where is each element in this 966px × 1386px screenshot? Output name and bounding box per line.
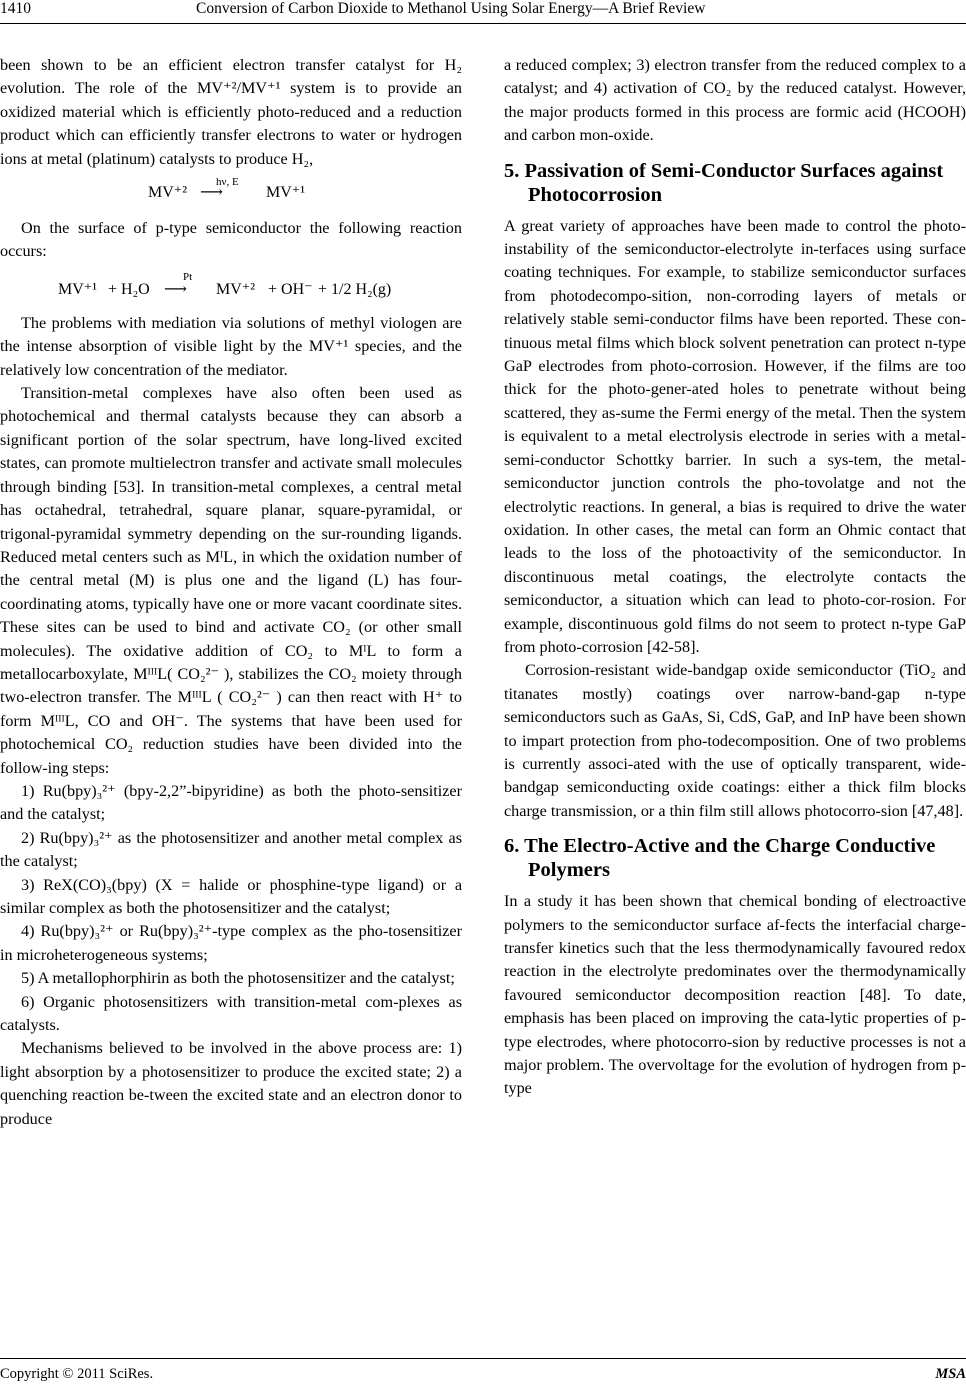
eq2-arrow-label: Pt	[183, 270, 193, 283]
eq1-arrow-label: hν, E	[216, 176, 239, 189]
eq2-term-5: + 1/2 H₂(g)	[318, 280, 392, 298]
journal-abbrev: MSA	[935, 1366, 966, 1382]
step-1: 1) Ru(bpy)₃²⁺ (bpy-2,2”-bipyridine) as both the photo-sensitizer and the catalyst;	[0, 781, 462, 824]
section-5-heading: 5. Passivation of Semi-Conductor Surfaces against Photocorrosion	[504, 159, 944, 206]
eq2-term-1: MV⁺¹	[58, 280, 98, 298]
page-number: 1410	[0, 0, 31, 17]
right-paragraph-4: In a study it has been shown that chemical bonding of electroactive polymers to the semiconductor surface af-fects the interfacial charge-transfer kinetics such that the less thermodynamically favoured redox reaction in the electrolyte predominates over the thermodynamically favoured semiconductor decomposition reaction [48]. To date, emphasis has been placed on improving the cata-lytic properties of p-type electrodes, where photocorro-sion by reductive processes is not a major problem. The overvoltage for the evolution of hydrogen from p-type	[504, 892, 966, 1098]
left-paragraph-2: On the surface of p-type semiconductor the following reaction occurs:	[0, 219, 462, 261]
step-6: 6) Organic photosensitizers with transition-metal com-plexes as catalysts.	[0, 992, 462, 1035]
left-paragraph-3: The problems with mediation via solutions of methyl viologen are the intense absorption of visible light by the MV⁺¹ species, and the relatively low concentration of the mediator.	[0, 313, 462, 379]
left-paragraph-5: Mechanisms believed to be involved in the above process are: 1) light absorption by a photosensitizer to produce the excited state; 2) a quenching reaction be-tween the excited state and an electron donor to produce	[0, 1039, 462, 1128]
running-title: Conversion of Carbon Dioxide to Methanol Using Solar Energy—A Brief Review	[196, 0, 706, 17]
eq2-term-2: + H₂O	[108, 280, 150, 298]
eq2-term-4: + OH⁻	[268, 280, 313, 298]
step-3: 3) ReX(CO)₃(bpy) (X = halide or phosphine-type ligand) or a similar complex as both the photosensitizer and the catalyst;	[0, 875, 462, 917]
equation-2	[0, 264, 462, 312]
eq2-term-3: MV⁺²	[216, 280, 256, 298]
section-6-heading: 6. The Electro-Active and the Charge Conductive Polymers	[504, 835, 936, 882]
header-rule	[0, 23, 966, 24]
step-5: 5) A metallophorphirin as both the photosensitizer and the catalyst;	[21, 969, 455, 988]
step-2: 2) Ru(bpy)₃²⁺ as the photosensitizer and another metal complex as the catalyst;	[0, 828, 462, 871]
equation-1	[0, 171, 462, 217]
eq1-arrow: ⟶	[200, 184, 223, 202]
right-column	[504, 54, 966, 1101]
left-paragraph-4: Transition-metal complexes have also often been used as photochemical and thermal catalysts because they can absorb a significant portion of the solar spectrum, have long-lived excited states, can promote multielectron transfer and activate small molecules through binding [53]. In transition-metal complexes, a central metal has octahedral, tetrahedral, square planar, square-pyramidal, or trigonal-pyramidal symmetry depending on the sur-rounding ligands. Reduced metal centers such as MᴵL, in which the oxidation number of the central metal (M) is plus one and the ligand (L) has four-coordinating atoms, typically have one or more vacant coordinate sites. These sites can be used to bind and activate CO₂ (or other small molecules). The oxidative addition of CO₂ to MᴵL to form a metallocarboxylate, MᴵᴵᴵL( CO₂²⁻ ), stabilizes the CO₂ moiety through two-electron transfer. The MᴵᴵᴵL ( CO₂²⁻ ) can then react with H⁺ to form MᴵᴵᴵL, CO and OH⁻. The systems that have been used for photochemical CO₂ reduction studies have been divided into the follow-ing steps:	[0, 384, 462, 777]
copyright: Copyright © 2011 SciRes.	[0, 1366, 154, 1382]
left-paragraph-1: been shown to be an efficient electron transfer catalyst for H₂ evolution. The role of the MV⁺²/MV⁺¹ system is to provide an oxidized material which is efficiently photo-reduced and a reduction product which can efficiently transfer electrons to water or hydrogen ions at metal (platinum) catalysts to produce H₂,	[0, 56, 462, 168]
right-paragraph-3: Corrosion-resistant wide-bandgap oxide semiconductor (TiO₂ and titanates mostly) coatings over narrow-band-gap n-type semiconductors such as GaAs, Si, CdS, GaP, and InP have been shown to impart protection from pho-todecomposition. One of two problems is currently associ-ated with the use of optically transparent, wide-bandgap semiconducting oxide coatings: either a thick film blocks charge transmission, or a thin film still allows photocorro-sion [47,48].	[504, 661, 966, 820]
page-header	[0, 0, 966, 22]
left-column	[0, 54, 462, 1131]
eq1-right: MV⁺¹	[266, 184, 306, 202]
eq1-left: MV⁺²	[148, 184, 188, 202]
footer-rule	[0, 1358, 966, 1359]
eq2-arrow: ⟶	[164, 280, 187, 298]
step-4: 4) Ru(bpy)₃²⁺ or Ru(bpy)₃²⁺-type complex as the pho-tosensitizer in microheterogeneous systems;	[0, 922, 462, 964]
right-paragraph-2: A great variety of approaches have been made to control the photo-instability of the semiconductor-electrolyte in-terfaces using surface coating techniques. For example, to stabilize semiconductor surfaces from photodecompo-sition, non-corroding layers of metals or relatively stable semi-conductor films have been reported. These con-tinuous metal films which block solvent penetration can protect n-type GaP electrodes from photo-corrosion. However, if the films are too thick for the photo-gener-ated holes to penetrate without being scattered, they as-sume the Fermi energy of the metal. Then the system is equivalent to a metal electrolysis electrode in series with a metal-semi-conductor Schottky barrier. In such a sys-tem, the metal-semiconductor junction controls the pho-tovolatge and not the electrolytic reactions. In general, a bias is required to drive the water oxidation. In other cases, the metal can form an Ohmic contact that leads to the loss of the photoactivity of the semiconductor. In discontinuous metal coatings, the electrolyte contacts the semiconductor, a situation which can lead to photo-cor-rosion. For example, discontinuous gold films do not seem to protect n-type GaP from photo-corrosion [42-58].	[504, 216, 966, 656]
right-paragraph-1: a reduced complex; 3) electron transfer from the reduced complex to a catalyst; and 4) activation of CO₂ by the reduced catalyst. However, the major products formed in this process are formic acid (HCOOH) and carbon mon-oxide.	[504, 56, 966, 145]
